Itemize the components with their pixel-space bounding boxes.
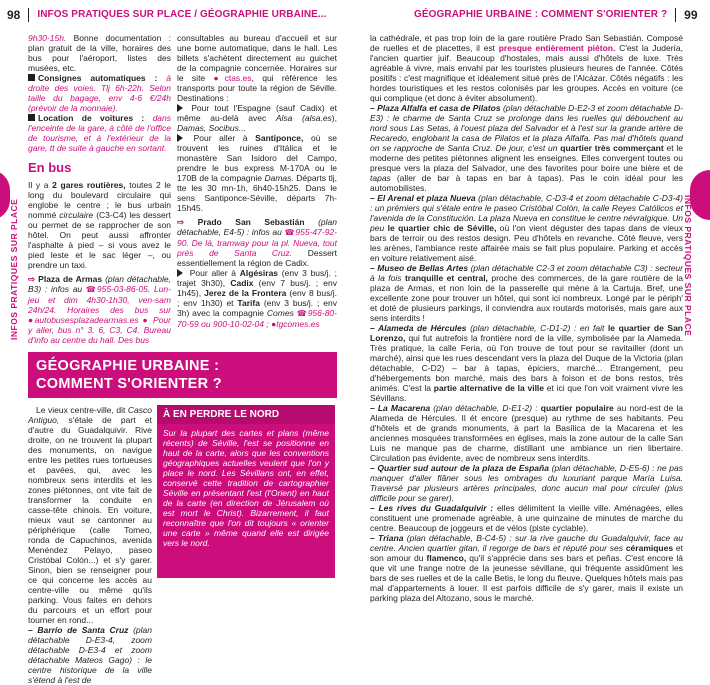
text: (env 3 bus/j. ; env 3h) avec la compagnie xyxy=(177,298,338,318)
text: 955-47-92-90. De là, tramway pour la pl. Nueva, tout près de Santa Cruz. xyxy=(177,227,337,258)
text-bold: céramiques xyxy=(625,543,674,553)
text-bold: – La Macarena xyxy=(370,403,431,413)
text-bold: le quartier de San Lorenzo, xyxy=(370,323,683,343)
text-italic: (plan détachable, C-D3-4 et zoom détachable C-D3-4) : un prémiers qui s'étale entre le paseo Cristóbal Colón, la calle Reyes Católicos et l'avenida de la Constitución. La plaza Nueva en constitue le centre névralgique. Un peu xyxy=(370,193,683,233)
text-italic: Alsa xyxy=(275,113,293,123)
text-italic: (plan détachable, D-E1-2) : xyxy=(430,403,541,413)
web-icon: ● xyxy=(213,73,225,83)
text: au nord-est de la Alameda de Hércules. Il ét encore (presque) au rythme de ses habitants. Peu d'hôtels et de grands monuments, à part la Basílica de la Macarena et les anciennes mosquées transformées en églises, mais la zone autour de la calle San Luis ne manque pas de charme, distillant une ambiance un rien libertaire. Circulation pas évidente, avec de nombreux sens interdits. xyxy=(370,403,684,463)
consignes-text: à droite des voies. Tlj 6h-22h. Selon taille du bagage, env 4-6 €/24h (prévoir de la monnaie). xyxy=(28,73,171,113)
text-italic: Damas. xyxy=(264,173,294,183)
paragraph xyxy=(177,33,337,103)
callout-title: À EN PERDRE LE NORD xyxy=(157,405,335,424)
text: (env 7 bus/j. ; env 1h45), xyxy=(177,278,337,298)
text-bold: partie alternative de la ville xyxy=(433,383,545,393)
text: (aller de bar à tapas en bar à tapas). Pas le coin idéal pour les automobilistes. xyxy=(370,173,683,193)
text: (env 3 bus/j. ; trajet 3h30), xyxy=(177,268,337,288)
header-divider xyxy=(675,8,676,22)
text: C'est la Judería, l'ancien quartier juif. Beaucoup d'hostales, mais aussi d'hôtels de luxe. Très agréable à vivre, mais envahi par les touristes plusieurs heures de l'année. Côtés positifs : c'est magnifique et idéalement situé près de l'Alcázar. Côtés négatifs : les hordes touristiques et les restos colonisés par les groupes. Accès en voiture (ce qui complique (et donc à éviter absolument). xyxy=(370,43,683,103)
text: Départs tlj, tte les 30 mn-1h, 6h40-15h25. Dans le sens Santiponce-Séville, départs 7h-15h45. xyxy=(177,173,337,213)
arrow-bullet-icon xyxy=(177,269,183,277)
section-heading-line2: COMMENT S'ORIENTER ? xyxy=(36,376,222,392)
text: s'étale de part et d'autre du Guadalquivir. Rive droite, on ne trouvent la plupart des monuments, on navigue entre les petites rues tortueuses et pavées, qui, avec les nombreux sens interdits et les zones piétonnes, ont vite fait de transformer la conduite en casse-tête chinois. En voiture, mieux vaut se cantonner au périphérique (calle Tomeo, ronda de Capuchinos, avenida Menéndez Pelayo, paseo Cristóbal Colón...) et s'y garer. Sinon, bien se renseigner pour ce qui concerne les accès au centre-ville ou même qu'ils parking. Vous faites en dehors du parcours et un effort pour tourner en rond... xyxy=(28,415,152,625)
text-bold: Cadix xyxy=(230,278,254,288)
text-italic: (plan détachable, C-D1-2) : en fait xyxy=(466,323,608,333)
text: , qui référence les transports pour toute la région de Séville. Destinations : xyxy=(177,73,337,103)
callout-box xyxy=(157,405,335,578)
text-bold: le quartier chic de Séville, xyxy=(387,223,497,233)
paragraph xyxy=(370,33,683,103)
paragraph-arenal xyxy=(370,193,683,263)
phone-icon: ☎ xyxy=(296,309,307,318)
text-italic: (plan détachable, B-C4-5) : sur la rive gauche du Guadalquivir, face au centre. Ancien quartier gitan, il regorge de bars et réputé pour ses xyxy=(370,533,683,553)
text-italic: Casco Antiguo, xyxy=(28,405,152,425)
paragraph-location xyxy=(28,113,171,153)
text-italic: Damas, Socibus... xyxy=(177,123,246,133)
side-tab-left: INFOS PRATIQUES SUR PLACE xyxy=(9,198,19,340)
section-heading-en-bus: En bus xyxy=(28,160,72,175)
paragraph-barrio xyxy=(28,625,152,685)
text-bold: presque entièrement piéton. xyxy=(498,43,616,53)
text: Le vieux centre-ville, dit xyxy=(36,405,128,415)
running-title-right: GÉOGRAPHIE URBAINE : COMMENT S'ORIENTER ? xyxy=(414,9,668,20)
armas-end: Pour y aller, bus n° 3, 6, C3, C4. Bureau d'info au centre du hall. Des bus xyxy=(28,315,171,345)
text: et le moderne des petites piétonnes alignent les enseignes. Elles convergent toutes ou presque vers la plaza del Salvador, une des favorites pour boire une bière et de xyxy=(370,143,683,173)
text-italic: (plan détachable D-E3-4, zoom détachable D-E3-4 et zoom détachable Mateos Gago) : le centre historique de la ville s'étend à l'est de xyxy=(28,625,152,685)
text: elles délimitent la vieille ville. Aménagées, elles constituent une promenade agréable, à une quinzaine de minutes de marche du centre. Beaucoup de joggeurs et de vélos (piste cyclable). xyxy=(370,503,683,533)
armas-text: (plan détachable, B3) : infos au xyxy=(28,274,171,294)
paragraph-bellas-artes xyxy=(370,263,683,323)
text-bold: – El Arenal et plaza Nueva xyxy=(370,193,476,203)
text: tgcomes.es xyxy=(276,319,320,329)
phone-icon: ☎ xyxy=(85,285,96,294)
text-bold: – Barrio de Santa Cruz xyxy=(28,625,129,635)
text: où l'on vient déguster des tapas dans de vieux bars de terroir ou des restos design. Peu d'hôtels en revanche. Côté fleuve, vers les arènes, l'ambiance reste affairée mais se fait plus populaire. Parking et accès en voiture relativement aisé. xyxy=(370,223,683,263)
text-italic: circulaire xyxy=(59,210,94,220)
text-italic: tapas xyxy=(370,173,391,183)
column-left-page-1 xyxy=(28,33,171,345)
web-icon: ● xyxy=(28,315,35,325)
armas-label: Plaza de Armas xyxy=(38,274,103,284)
paragraph xyxy=(28,405,152,625)
paragraph-consignes xyxy=(28,73,171,113)
text-bold: quartier très commerçant xyxy=(560,143,664,153)
text: et son amour du xyxy=(370,543,684,563)
page-header-right xyxy=(414,0,698,30)
paragraph xyxy=(28,33,171,73)
text-bold: – Alameda de Hércules xyxy=(370,323,467,333)
consignes-label: Consignes automatiques : xyxy=(38,73,158,83)
callout-body: Sur la plupart des cartes et plans (même récents) de Séville, l'est se positionne en haut de la carte, alors que les conventions géographiques actuelles veulent que l'on y place le nord. Les Sévillans ont, en effet, conservé cette tradition de cartographier Séville en présentant l'est (l'Orient) en haut de la carte (en direction de Jérusalem où est mort le Christ). Bizarrement, il faut reconnaître que l'on dit toujours « orienter une carte » même quand elle est dirigée vers le nord. xyxy=(163,428,329,548)
text-bold: – Quartier sud autour de la plaza de España xyxy=(370,463,549,473)
paragraph-alameda xyxy=(370,323,683,403)
page-number-left: 98 xyxy=(7,8,21,22)
paragraph-destinations xyxy=(177,103,337,133)
text: Pour tout l'Espagne (sauf Cadix) et même au-delà avec xyxy=(177,103,337,123)
text-bold: quartier populaire xyxy=(540,403,614,413)
paragraph-triana xyxy=(370,533,683,603)
text-bold: Jerez de la Frontera xyxy=(204,288,287,298)
armas-web: autobusesplazadearmas.es xyxy=(34,315,139,325)
paragraph-alfalfa xyxy=(370,103,683,193)
text-bold: Tarifa xyxy=(237,298,260,308)
text: (env 8 bus/j. ; env 1h30) et xyxy=(177,288,338,308)
text: qui fut autrefois la frontière nord de la ville, symbolisée par la Alameda. Très pratique, la calle Feria, où l'on trouve de tout pour se ravitailler (dont un marché), ainsi que les rues descendant vers la plaza del Duque de la Victoria (plan détachable, C-D2) – bar à tapas, épiciers, marché... Étrangement, peu d'hébergements bon marché, mais des bars à foison et de bons restos, très animés. C'est la xyxy=(370,333,683,393)
section-heading-box xyxy=(28,352,337,398)
text: où se trouvent les ruines d'Itálica et le monastère San Isidoro del Campo, prendre le bus express M-170A ou le 170B de la compagnie xyxy=(177,133,337,183)
text: la cathédrale, et pas trop loin de la gare routière Prado San Sebastián. Composé de ruelles et de placettes, il est xyxy=(370,33,683,53)
paragraph-plaza-armas xyxy=(28,274,171,345)
bullet-icon: ● xyxy=(142,315,150,325)
page-header-left xyxy=(7,0,327,30)
arrow-bullet-icon xyxy=(177,134,183,142)
text-italic: (plan détachable C2-3 et zoom détachable C3) : secteur à la fois xyxy=(370,263,683,283)
paragraph-text: Bonne documentation : plan gratuit de la ville, horaires des bus pour l'aéroport, listes des musées, etc. xyxy=(28,33,171,73)
text: Pour aller à xyxy=(186,133,256,143)
bullet-square-icon xyxy=(28,74,35,81)
text-italic: (plan détachable D-E2-3 et zoom détachable D-E3) : le charme de Santa Cruz se prolonge dans les ruelles qui débouchent au nord sous Las Setas, à l'ouest plaza del Salvador et à l'est sur la grande artère de Recaredo, englobant la casa de Pilatos et la plaza Alfalfa. Pas mal d'hôtels quand on se rapproche de Santa Cruz. De jour, c'est un xyxy=(370,103,683,153)
text-bold: – Museo de Bellas Artes xyxy=(370,263,469,273)
thumb-index-tab-right xyxy=(690,170,710,220)
text: Dessert essentiellement la région de Cadix. xyxy=(177,248,337,268)
text: qu'il s'apprécie dans ses bars et peñas. C'est encore là que vit une frange notre de la jeunesse sévillane, qui fréquente assidûment les bars de ses ruelles et de la calle Betis, le long du fleuve. Quelques hôtels mais pas mal d'appartements à louer. Il est parfois difficile de s'y garer, mais il existe un parking plaza del Altozano, sous le marché. xyxy=(370,553,683,603)
text-bold: tranquille et central, xyxy=(404,273,488,283)
text-bold: – Plaza Alfalfa et casa de Pilatos xyxy=(370,103,501,113)
text: Il y a xyxy=(28,180,53,190)
paragraph-prado xyxy=(177,217,337,268)
column-left-page-2 xyxy=(177,33,337,345)
paragraph-espana xyxy=(370,463,683,503)
text-bold: Santiponce, xyxy=(255,133,304,143)
phone-icon: ☎ xyxy=(284,228,295,237)
section-heading-line1: GÉOGRAPHIE URBAINE : xyxy=(36,358,220,374)
text: proche des commerces, de la gare routière de la plaza de Armas, et non loin de la passerelle qui mène à la Cartuja. Bref, une excellente zone pour trouver un hôtel, qui sont ici nombreux. Longé par le périph' et doté de plusieurs parkings, il conviendra aux routards motorisés, mais gare aux sens interdits ! xyxy=(370,273,683,323)
text-bold: flamenco, xyxy=(426,553,467,563)
text-bold: 2 gares routières, xyxy=(52,180,126,190)
site-link: ctas.es xyxy=(224,73,252,83)
bullet-square-icon xyxy=(28,114,35,121)
text: consultables au bureau d'accueil et sur une borne automatique, dans le hall. Les billets s'achètent directement au guichet de la compagnie concernée. Horaires sur le site xyxy=(177,33,337,83)
paragraph-macarena xyxy=(370,403,683,463)
bus-icon: ⇨ xyxy=(177,217,185,227)
running-title-left: INFOS PRATIQUES SUR PLACE / GÉOGRAPHIE URBAINE... xyxy=(37,9,327,20)
text-bold: Algésiras xyxy=(239,268,279,278)
web-icon: ● xyxy=(271,319,277,329)
arrow-bullet-icon xyxy=(177,104,183,112)
side-tab-right: INFOS PRATIQUES SUR PLACE xyxy=(683,195,693,337)
column-left-page-bottom xyxy=(28,405,152,685)
location-text: dans l'enceinte de la gare, à côté de l'office de tourisme, et à l'extérieur de la gare, tt de suite à gauche en sortant. xyxy=(28,113,171,153)
hours-text: 9h30-15h. xyxy=(28,33,67,43)
text-bold: – Les rives du Guadalquivir : xyxy=(370,503,494,513)
paragraph-rives xyxy=(370,503,683,533)
text: toutes 2 le long du boulevard circulaire qui englobe le centre ; le bus urbain nommé xyxy=(28,180,172,220)
paragraph-en-bus xyxy=(28,180,171,270)
text-italic: Comes xyxy=(266,308,294,318)
paragraph-santiponce xyxy=(177,133,337,213)
armas-phone: 955-03-86-05. Lun-jeu et dim 4h30-1h30, ven-sam 24h/24. Horaires des bus sur xyxy=(28,284,171,315)
column-right-page xyxy=(370,33,684,603)
text-bold: Prado San Sebastián xyxy=(197,217,305,227)
text-italic: (alsa.es xyxy=(302,113,332,123)
text: Pour aller à xyxy=(186,268,240,278)
text-bold: – Triana xyxy=(370,533,404,543)
text: (C3-C4) les dessert ou permet de se rapprocher de son hôtel. On peut aussi affronter l'asphalte à pied – si vous avez le pied leste et le sac léger –, ou prendre un taxi. xyxy=(28,210,171,270)
text: et ici que l'on voit vraiment vivre les Sévillans. xyxy=(370,383,683,403)
bus-icon: ⇨ xyxy=(28,274,36,284)
text: ), xyxy=(331,113,337,123)
location-label: Location de voitures : xyxy=(38,113,145,123)
text: 956-80-70-59 ou 900-10-02-04 ; xyxy=(177,308,337,329)
text-italic: (plan détachable, E4-5) : infos au xyxy=(177,217,337,237)
paragraph-algesiras xyxy=(177,268,337,329)
text-italic: (plan détachable, D-E5-6) : ne pas manquer d'aller flâner sous les ombrages du luxuriant parque María Luisa. Traversé par plusieurs artères principales, donc aucun mal pour circuler (plus difficile pour se garer). xyxy=(370,463,683,503)
header-divider xyxy=(28,8,29,22)
page-number-right: 99 xyxy=(684,8,698,22)
